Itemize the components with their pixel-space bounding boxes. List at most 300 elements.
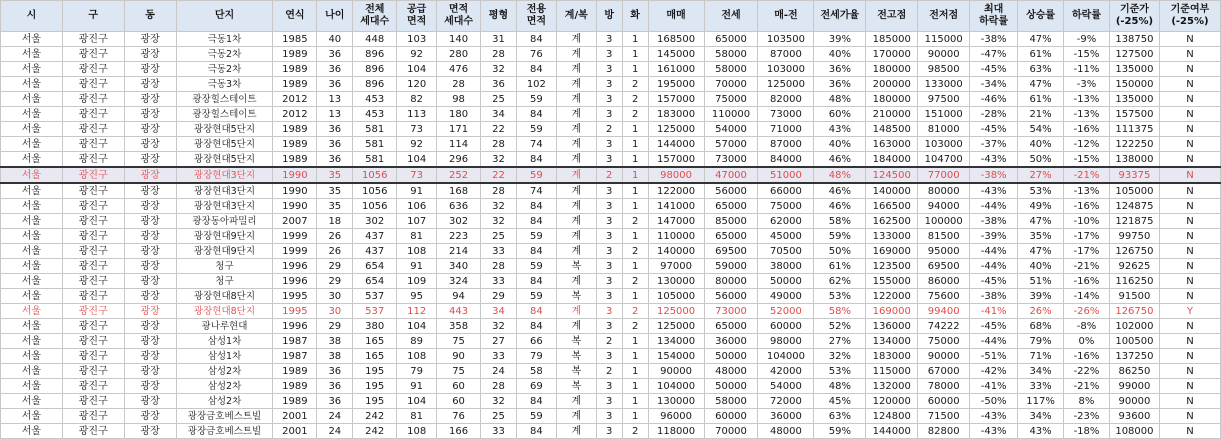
table-cell[interactable]: 169000: [866, 304, 918, 319]
table-cell[interactable]: 63%: [1018, 62, 1064, 77]
table-cell[interactable]: 53%: [814, 289, 866, 304]
table-cell[interactable]: 84: [516, 424, 556, 439]
table-cell[interactable]: 1989: [273, 394, 317, 409]
table-cell[interactable]: 84: [516, 32, 556, 47]
table-cell[interactable]: 91: [397, 379, 437, 394]
table-cell[interactable]: 1056: [353, 183, 397, 199]
table-cell[interactable]: 광진구: [62, 32, 124, 47]
table-cell[interactable]: 60%: [814, 107, 866, 122]
table-cell[interactable]: 200000: [866, 77, 918, 92]
table-cell[interactable]: 302: [437, 214, 481, 229]
table-cell[interactable]: 3: [596, 32, 622, 47]
table-cell[interactable]: 147000: [648, 214, 704, 229]
table-cell[interactable]: 104: [397, 394, 437, 409]
table-cell[interactable]: 26: [317, 244, 353, 259]
table-cell[interactable]: 103000: [758, 62, 814, 77]
table-cell[interactable]: 104700: [918, 152, 970, 168]
table-cell[interactable]: 22: [481, 167, 517, 183]
table-cell[interactable]: 896: [353, 62, 397, 77]
table-cell[interactable]: N: [1159, 424, 1220, 439]
table-cell[interactable]: -12%: [1064, 137, 1110, 152]
table-cell[interactable]: 65000: [704, 32, 758, 47]
table-cell[interactable]: 36: [317, 122, 353, 137]
table-cell[interactable]: N: [1159, 62, 1220, 77]
table-cell[interactable]: N: [1159, 349, 1220, 364]
table-cell[interactable]: 60000: [918, 394, 970, 409]
table-cell[interactable]: 82: [397, 92, 437, 107]
table-cell[interactable]: 157000: [648, 92, 704, 107]
table-row[interactable]: [1, 304, 1221, 319]
table-row[interactable]: [1, 229, 1221, 244]
table-cell[interactable]: N: [1159, 214, 1220, 229]
table-cell[interactable]: 계: [556, 214, 596, 229]
table-cell[interactable]: Y: [1159, 304, 1220, 319]
table-cell[interactable]: 32%: [814, 349, 866, 364]
table-cell[interactable]: 27%: [1018, 167, 1064, 183]
table-cell[interactable]: 75000: [918, 334, 970, 349]
column-header[interactable]: 전고점: [866, 1, 918, 32]
table-cell[interactable]: 87000: [758, 137, 814, 152]
table-cell[interactable]: 165: [353, 349, 397, 364]
table-cell[interactable]: -23%: [1064, 409, 1110, 424]
table-cell[interactable]: 43%: [814, 122, 866, 137]
table-cell[interactable]: 59: [516, 167, 556, 183]
table-cell[interactable]: 84: [516, 214, 556, 229]
table-cell[interactable]: 86250: [1109, 364, 1159, 379]
table-cell[interactable]: 계: [556, 199, 596, 214]
table-cell[interactable]: 광진구: [62, 214, 124, 229]
table-cell[interactable]: 27: [481, 334, 517, 349]
table-cell[interactable]: N: [1159, 364, 1220, 379]
table-cell[interactable]: 581: [353, 137, 397, 152]
table-cell[interactable]: 61%: [1018, 92, 1064, 107]
table-cell[interactable]: 36%: [814, 62, 866, 77]
table-cell[interactable]: 25: [481, 409, 517, 424]
table-cell[interactable]: -42%: [970, 364, 1018, 379]
table-cell[interactable]: 75: [437, 334, 481, 349]
table-cell[interactable]: -8%: [1064, 319, 1110, 334]
table-cell[interactable]: 13: [317, 92, 353, 107]
table-cell[interactable]: 계: [556, 319, 596, 334]
table-cell[interactable]: 437: [353, 244, 397, 259]
table-cell[interactable]: N: [1159, 47, 1220, 62]
table-cell[interactable]: 104000: [758, 349, 814, 364]
table-cell[interactable]: 47%: [1018, 214, 1064, 229]
table-row[interactable]: [1, 62, 1221, 77]
table-cell[interactable]: 광진구: [62, 77, 124, 92]
table-cell[interactable]: 87000: [758, 47, 814, 62]
table-cell[interactable]: 2: [622, 92, 648, 107]
table-cell[interactable]: 108: [397, 349, 437, 364]
table-cell[interactable]: 계: [556, 167, 596, 183]
table-cell[interactable]: 242: [353, 424, 397, 439]
table-cell[interactable]: 29: [317, 259, 353, 274]
table-cell[interactable]: 47000: [704, 167, 758, 183]
table-cell[interactable]: 2: [622, 77, 648, 92]
table-cell[interactable]: 서울: [1, 199, 63, 214]
table-cell[interactable]: 광장동아파밀리: [176, 214, 273, 229]
table-cell[interactable]: 59: [516, 229, 556, 244]
table-cell[interactable]: 25: [481, 229, 517, 244]
table-cell[interactable]: 112: [397, 304, 437, 319]
table-row[interactable]: [1, 364, 1221, 379]
table-cell[interactable]: 105000: [1109, 183, 1159, 199]
table-cell[interactable]: 서울: [1, 364, 63, 379]
table-cell[interactable]: 104: [397, 62, 437, 77]
table-cell[interactable]: 91: [397, 183, 437, 199]
table-cell[interactable]: 125000: [648, 122, 704, 137]
table-cell[interactable]: 130000: [648, 274, 704, 289]
column-header[interactable]: 전용 면적: [516, 1, 556, 32]
table-cell[interactable]: 광진구: [62, 409, 124, 424]
table-cell[interactable]: -34%: [970, 77, 1018, 92]
table-cell[interactable]: 85000: [704, 214, 758, 229]
table-cell[interactable]: 280: [437, 47, 481, 62]
table-cell[interactable]: 계: [556, 62, 596, 77]
table-cell[interactable]: 52000: [758, 304, 814, 319]
table-cell[interactable]: 광진구: [62, 259, 124, 274]
table-cell[interactable]: 3: [596, 92, 622, 107]
table-cell[interactable]: 296: [437, 152, 481, 168]
table-cell[interactable]: 154000: [648, 349, 704, 364]
table-cell[interactable]: 95000: [918, 244, 970, 259]
table-cell[interactable]: 2: [622, 244, 648, 259]
table-cell[interactable]: 청구: [176, 274, 273, 289]
table-cell[interactable]: 61%: [1018, 47, 1064, 62]
table-row[interactable]: [1, 107, 1221, 122]
table-cell[interactable]: 1989: [273, 122, 317, 137]
table-cell[interactable]: 90: [437, 349, 481, 364]
table-cell[interactable]: 126750: [1109, 244, 1159, 259]
column-header[interactable]: 매매: [648, 1, 704, 32]
table-cell[interactable]: -11%: [1064, 62, 1110, 77]
table-cell[interactable]: -16%: [1064, 122, 1110, 137]
table-cell[interactable]: 1989: [273, 379, 317, 394]
table-cell[interactable]: 214: [437, 244, 481, 259]
table-cell[interactable]: 59: [516, 409, 556, 424]
table-cell[interactable]: 115000: [866, 364, 918, 379]
table-cell[interactable]: 2: [596, 364, 622, 379]
table-cell[interactable]: N: [1159, 107, 1220, 122]
table-cell[interactable]: 극동2차: [176, 62, 273, 77]
table-cell[interactable]: N: [1159, 77, 1220, 92]
table-cell[interactable]: 계: [556, 304, 596, 319]
table-cell[interactable]: 3: [596, 107, 622, 122]
table-cell[interactable]: 80000: [918, 183, 970, 199]
table-cell[interactable]: 3: [596, 394, 622, 409]
table-cell[interactable]: 광장현대3단지: [176, 199, 273, 214]
table-cell[interactable]: 77000: [918, 167, 970, 183]
table-cell[interactable]: -50%: [970, 394, 1018, 409]
column-header[interactable]: 상승률: [1018, 1, 1064, 32]
table-cell[interactable]: 104: [397, 319, 437, 334]
table-cell[interactable]: 151000: [918, 107, 970, 122]
table-cell[interactable]: -16%: [1064, 199, 1110, 214]
table-cell[interactable]: 1056: [353, 199, 397, 214]
table-cell[interactable]: 2012: [273, 92, 317, 107]
table-cell[interactable]: -38%: [970, 167, 1018, 183]
table-cell[interactable]: 1: [622, 349, 648, 364]
table-cell[interactable]: 40%: [1018, 137, 1064, 152]
table-cell[interactable]: 90000: [648, 364, 704, 379]
table-cell[interactable]: 84: [516, 152, 556, 168]
table-cell[interactable]: 광장: [124, 183, 176, 199]
table-cell[interactable]: 82800: [918, 424, 970, 439]
table-cell[interactable]: N: [1159, 122, 1220, 137]
table-cell[interactable]: N: [1159, 199, 1220, 214]
table-cell[interactable]: 47%: [1018, 244, 1064, 259]
table-cell[interactable]: 2: [596, 334, 622, 349]
table-cell[interactable]: 광진구: [62, 379, 124, 394]
table-cell[interactable]: 122000: [648, 183, 704, 199]
table-cell[interactable]: 91: [397, 259, 437, 274]
table-cell[interactable]: 38000: [758, 259, 814, 274]
table-cell[interactable]: -14%: [1064, 289, 1110, 304]
table-cell[interactable]: 광진구: [62, 349, 124, 364]
table-cell[interactable]: 서울: [1, 319, 63, 334]
table-cell[interactable]: 111375: [1109, 122, 1159, 137]
table-cell[interactable]: 서울: [1, 62, 63, 77]
table-row[interactable]: [1, 92, 1221, 107]
table-cell[interactable]: 33: [481, 424, 517, 439]
table-cell[interactable]: 1: [622, 334, 648, 349]
table-cell[interactable]: 437: [353, 229, 397, 244]
table-cell[interactable]: 광장: [124, 334, 176, 349]
table-cell[interactable]: 59%: [814, 424, 866, 439]
table-cell[interactable]: 54000: [758, 379, 814, 394]
table-cell[interactable]: 117%: [1018, 394, 1064, 409]
table-cell[interactable]: 47%: [1018, 77, 1064, 92]
table-cell[interactable]: 69: [516, 379, 556, 394]
table-cell[interactable]: 46%: [814, 183, 866, 199]
column-header[interactable]: 최대 하락률: [970, 1, 1018, 32]
table-cell[interactable]: 65000: [704, 319, 758, 334]
table-cell[interactable]: 광장: [124, 32, 176, 47]
table-cell[interactable]: 75: [437, 364, 481, 379]
table-cell[interactable]: 광장현대8단지: [176, 304, 273, 319]
table-cell[interactable]: 654: [353, 274, 397, 289]
table-cell[interactable]: 340: [437, 259, 481, 274]
table-cell[interactable]: 46%: [814, 199, 866, 214]
table-cell[interactable]: 58000: [704, 47, 758, 62]
table-cell[interactable]: 광장: [124, 107, 176, 122]
table-cell[interactable]: 40%: [1018, 259, 1064, 274]
table-cell[interactable]: 계: [556, 244, 596, 259]
table-cell[interactable]: 53%: [1018, 183, 1064, 199]
column-header[interactable]: 화: [622, 1, 648, 32]
table-cell[interactable]: 124500: [866, 167, 918, 183]
table-cell[interactable]: 89: [397, 334, 437, 349]
table-cell[interactable]: 29: [317, 319, 353, 334]
table-cell[interactable]: 66000: [758, 183, 814, 199]
table-cell[interactable]: 50%: [814, 244, 866, 259]
table-cell[interactable]: 115000: [918, 32, 970, 47]
column-header[interactable]: 동: [124, 1, 176, 32]
table-cell[interactable]: 71%: [1018, 349, 1064, 364]
table-cell[interactable]: 84: [516, 319, 556, 334]
table-row[interactable]: [1, 137, 1221, 152]
table-cell[interactable]: 71500: [918, 409, 970, 424]
table-cell[interactable]: 서울: [1, 183, 63, 199]
table-cell[interactable]: 46%: [814, 152, 866, 168]
table-cell[interactable]: 180000: [866, 62, 918, 77]
table-cell[interactable]: 35: [317, 167, 353, 183]
table-cell[interactable]: 896: [353, 47, 397, 62]
table-cell[interactable]: 162500: [866, 214, 918, 229]
table-cell[interactable]: 126750: [1109, 304, 1159, 319]
table-cell[interactable]: 58000: [704, 62, 758, 77]
table-cell[interactable]: N: [1159, 259, 1220, 274]
table-cell[interactable]: 113: [397, 107, 437, 122]
table-cell[interactable]: 1989: [273, 137, 317, 152]
table-cell[interactable]: 2: [622, 214, 648, 229]
table-cell[interactable]: -44%: [970, 259, 1018, 274]
table-cell[interactable]: 73: [397, 122, 437, 137]
table-cell[interactable]: 광장: [124, 394, 176, 409]
table-cell[interactable]: 3: [596, 214, 622, 229]
table-cell[interactable]: 광진구: [62, 107, 124, 122]
table-cell[interactable]: 13: [317, 107, 353, 122]
table-cell[interactable]: 광장: [124, 122, 176, 137]
table-cell[interactable]: 1985: [273, 32, 317, 47]
table-cell[interactable]: 서울: [1, 167, 63, 183]
table-cell[interactable]: 삼성2차: [176, 364, 273, 379]
table-cell[interactable]: 125000: [648, 319, 704, 334]
table-cell[interactable]: N: [1159, 319, 1220, 334]
table-cell[interactable]: 140: [437, 32, 481, 47]
table-cell[interactable]: 358: [437, 319, 481, 334]
table-cell[interactable]: 2012: [273, 107, 317, 122]
table-cell[interactable]: 1990: [273, 183, 317, 199]
table-cell[interactable]: 광장: [124, 77, 176, 92]
table-cell[interactable]: 86000: [918, 274, 970, 289]
table-row[interactable]: [1, 183, 1221, 199]
table-cell[interactable]: 581: [353, 122, 397, 137]
table-cell[interactable]: 광장현대9단지: [176, 229, 273, 244]
table-cell[interactable]: 38: [317, 349, 353, 364]
table-cell[interactable]: 76: [516, 47, 556, 62]
table-cell[interactable]: 59000: [704, 259, 758, 274]
table-cell[interactable]: 106: [397, 199, 437, 214]
table-cell[interactable]: 광진구: [62, 319, 124, 334]
table-cell[interactable]: 2001: [273, 409, 317, 424]
table-cell[interactable]: 169000: [866, 244, 918, 259]
table-cell[interactable]: 73: [397, 167, 437, 183]
table-cell[interactable]: 302: [353, 214, 397, 229]
column-header[interactable]: 전저점: [918, 1, 970, 32]
table-cell[interactable]: 33: [481, 244, 517, 259]
table-cell[interactable]: 145000: [648, 47, 704, 62]
table-cell[interactable]: 서울: [1, 137, 63, 152]
table-cell[interactable]: 복: [556, 349, 596, 364]
table-cell[interactable]: 133000: [866, 229, 918, 244]
table-cell[interactable]: 계: [556, 77, 596, 92]
table-cell[interactable]: N: [1159, 334, 1220, 349]
table-cell[interactable]: 삼성1차: [176, 349, 273, 364]
table-cell[interactable]: 광진구: [62, 229, 124, 244]
table-cell[interactable]: 광장: [124, 349, 176, 364]
table-cell[interactable]: 1: [622, 364, 648, 379]
column-header[interactable]: 단지: [176, 1, 273, 32]
table-cell[interactable]: 광진구: [62, 334, 124, 349]
table-cell[interactable]: 극동1차: [176, 32, 273, 47]
table-cell[interactable]: 28: [481, 47, 517, 62]
table-cell[interactable]: 70000: [704, 77, 758, 92]
table-cell[interactable]: -16%: [1064, 349, 1110, 364]
table-cell[interactable]: 121875: [1109, 214, 1159, 229]
table-cell[interactable]: 31: [481, 32, 517, 47]
table-cell[interactable]: 59: [516, 289, 556, 304]
table-cell[interactable]: 광장: [124, 92, 176, 107]
table-cell[interactable]: 157500: [1109, 107, 1159, 122]
table-cell[interactable]: 39%: [1018, 289, 1064, 304]
table-cell[interactable]: 140000: [866, 183, 918, 199]
table-cell[interactable]: 1: [622, 289, 648, 304]
table-cell[interactable]: 36: [317, 137, 353, 152]
table-cell[interactable]: N: [1159, 152, 1220, 168]
table-cell[interactable]: 서울: [1, 229, 63, 244]
table-cell[interactable]: 68%: [1018, 319, 1064, 334]
table-cell[interactable]: 81: [397, 229, 437, 244]
table-cell[interactable]: 36000: [704, 334, 758, 349]
table-cell[interactable]: 34%: [1018, 364, 1064, 379]
table-cell[interactable]: 39%: [814, 32, 866, 47]
table-cell[interactable]: 광장: [124, 409, 176, 424]
table-cell[interactable]: 92: [397, 47, 437, 62]
table-cell[interactable]: -3%: [1064, 77, 1110, 92]
table-cell[interactable]: 32: [481, 152, 517, 168]
table-cell[interactable]: 서울: [1, 394, 63, 409]
table-cell[interactable]: 180000: [866, 92, 918, 107]
table-cell[interactable]: 122000: [866, 289, 918, 304]
table-cell[interactable]: 25: [481, 92, 517, 107]
table-cell[interactable]: 1996: [273, 274, 317, 289]
table-cell[interactable]: 93375: [1109, 167, 1159, 183]
table-cell[interactable]: 99750: [1109, 229, 1159, 244]
table-cell[interactable]: 58%: [814, 304, 866, 319]
column-header[interactable]: 구: [62, 1, 124, 32]
table-cell[interactable]: 32: [481, 319, 517, 334]
table-cell[interactable]: 1989: [273, 364, 317, 379]
table-cell[interactable]: 166: [437, 424, 481, 439]
table-cell[interactable]: 150000: [1109, 77, 1159, 92]
table-cell[interactable]: 65000: [704, 199, 758, 214]
table-cell[interactable]: -45%: [970, 62, 1018, 77]
table-cell[interactable]: 100000: [918, 214, 970, 229]
table-cell[interactable]: 36: [317, 62, 353, 77]
table-cell[interactable]: -13%: [1064, 183, 1110, 199]
table-cell[interactable]: -15%: [1064, 152, 1110, 168]
table-cell[interactable]: 636: [437, 199, 481, 214]
table-cell[interactable]: -28%: [970, 107, 1018, 122]
table-cell[interactable]: 광진구: [62, 92, 124, 107]
table-cell[interactable]: 2: [596, 122, 622, 137]
table-cell[interactable]: 73000: [704, 304, 758, 319]
table-cell[interactable]: 2: [622, 274, 648, 289]
table-cell[interactable]: 98500: [918, 62, 970, 77]
table-cell[interactable]: 54000: [704, 122, 758, 137]
table-cell[interactable]: 50%: [1018, 152, 1064, 168]
table-cell[interactable]: 90000: [918, 47, 970, 62]
table-cell[interactable]: -18%: [1064, 424, 1110, 439]
table-cell[interactable]: 94000: [918, 199, 970, 214]
column-header[interactable]: 연식: [273, 1, 317, 32]
table-cell[interactable]: 537: [353, 304, 397, 319]
table-cell[interactable]: 76: [437, 409, 481, 424]
table-cell[interactable]: 223: [437, 229, 481, 244]
table-cell[interactable]: 계: [556, 409, 596, 424]
table-cell[interactable]: 21%: [1018, 107, 1064, 122]
